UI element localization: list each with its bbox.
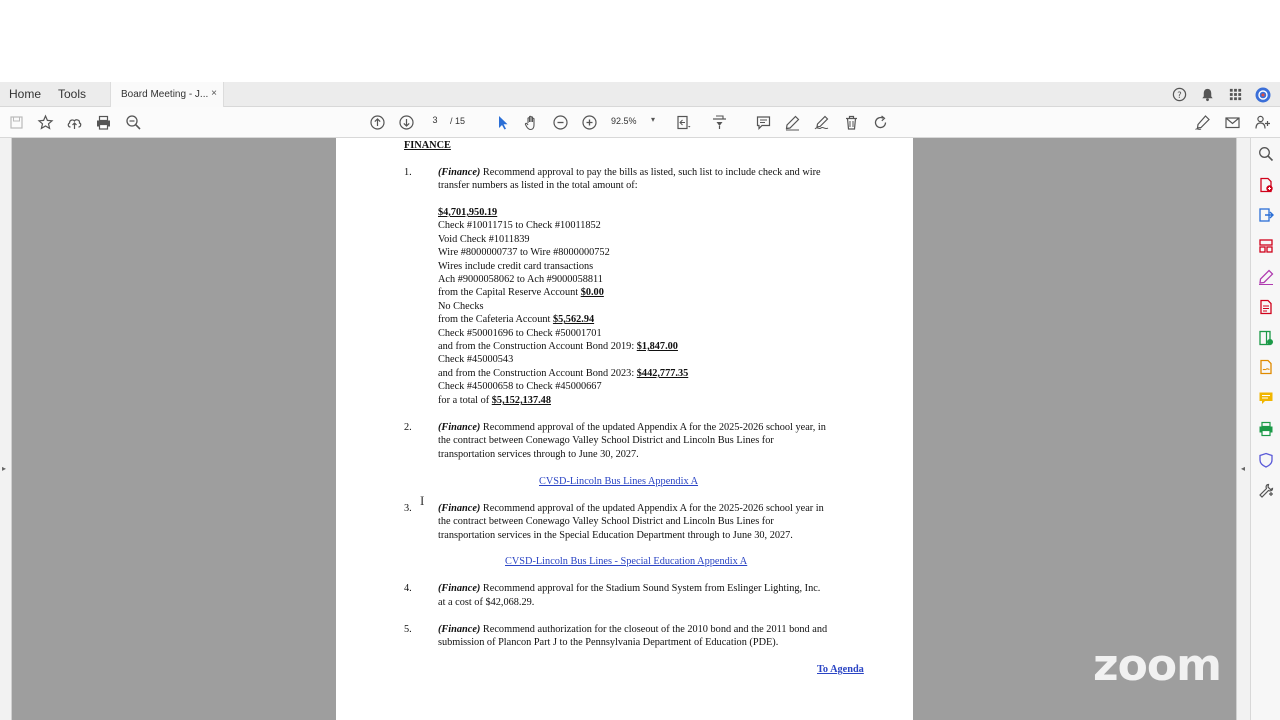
bond-2023-check-range: Check #45000658 to Check #45000667 xyxy=(438,381,602,392)
grand-total-label: for a total of xyxy=(438,395,492,406)
export-pdf-icon[interactable] xyxy=(1258,207,1274,223)
document-tab[interactable] xyxy=(110,82,224,107)
comment-tool-icon[interactable] xyxy=(1258,299,1274,315)
item-5-line-1 xyxy=(438,623,827,636)
bond-2019-amount: $1,847.00 xyxy=(636,341,678,352)
save-icon[interactable] xyxy=(8,114,25,131)
item-1-line-1 xyxy=(438,166,821,179)
void-check: Void Check #1011839 xyxy=(438,234,530,245)
right-panel-toggle[interactable] xyxy=(1236,138,1250,720)
item-text: Recommend approval of the updated Appendix A for the 2025-2026 school year, in xyxy=(480,422,826,433)
zoom-dropdown-chevron-icon[interactable]: ▾ xyxy=(651,115,656,124)
protect-shield-icon[interactable] xyxy=(1258,452,1274,468)
bookmark-star-icon[interactable] xyxy=(37,114,54,131)
scan-ocr-icon[interactable] xyxy=(1258,330,1274,346)
delete-trash-icon[interactable] xyxy=(843,114,860,131)
item-text: Recommend approval to pay the bills as listed, such list to include check and wire xyxy=(480,167,821,178)
close-tab-icon[interactable]: × xyxy=(211,88,217,99)
item-number: 4. xyxy=(404,583,412,594)
print-icon[interactable] xyxy=(95,114,112,131)
item-tag: (Finance) xyxy=(438,422,481,433)
nav-home[interactable]: Home xyxy=(9,87,42,101)
cafeteria-line xyxy=(438,313,594,326)
item-text: Recommend approval for the Stadium Sound System from Eslinger Lighting, Inc. xyxy=(480,583,821,594)
comment-bubble-icon[interactable] xyxy=(1258,390,1274,406)
cafeteria-amount: $5,562.94 xyxy=(552,314,595,325)
notifications-bell-icon[interactable] xyxy=(1200,87,1216,103)
item-tag: (Finance) xyxy=(438,583,481,594)
rotate-icon[interactable] xyxy=(872,114,889,131)
zoom-out-search-icon[interactable] xyxy=(125,114,142,131)
item-3-line-1 xyxy=(438,502,824,515)
draw-signature-icon[interactable] xyxy=(813,114,830,131)
capital-reserve-line xyxy=(438,286,604,299)
bond-2023-label: and from the Construction Account Bond 2023: xyxy=(438,368,637,379)
item-2-line-2: the contract between Conewago Valley School District and Lincoln Bus Lines for xyxy=(438,435,774,446)
main-toolbar xyxy=(0,107,1280,138)
item-3-line-2: the contract between Conewago Valley School District and Lincoln Bus Lines for xyxy=(438,516,774,527)
search-zoom-icon[interactable] xyxy=(1258,146,1274,162)
capital-reserve-amount: $0.00 xyxy=(580,287,604,298)
bond-2023-line xyxy=(438,367,688,380)
bond-2019-line xyxy=(438,340,678,353)
user-avatar-icon[interactable] xyxy=(1255,87,1271,103)
left-panel-toggle[interactable] xyxy=(0,138,12,720)
wire-range: Wire #8000000737 to Wire #8000000752 xyxy=(438,247,610,258)
right-tools-pane xyxy=(1250,138,1280,720)
pdf-page[interactable] xyxy=(336,138,913,720)
svg-text:?: ? xyxy=(1177,89,1182,100)
appendix-a-link[interactable]: CVSD-Lincoln Bus Lines Appendix A xyxy=(539,476,699,487)
fill-sign-icon[interactable] xyxy=(1194,114,1211,131)
previous-page-icon[interactable] xyxy=(369,114,386,131)
hand-tool-icon[interactable] xyxy=(523,114,540,131)
more-tools-icon[interactable] xyxy=(1258,483,1274,499)
document-tab-title: Board Meeting - J... xyxy=(121,89,209,100)
upload-cloud-icon[interactable] xyxy=(66,114,83,131)
cafeteria-label: from the Cafeteria Account xyxy=(438,314,553,325)
bond-2019-check: Check #45000543 xyxy=(438,354,514,365)
item-text: Recommend approval of the updated Appendix A for the 2025-2026 school year in xyxy=(480,503,824,514)
highlight-pen-icon[interactable] xyxy=(784,114,801,131)
collapse-right-panel-icon[interactable]: ◂ xyxy=(1241,464,1246,473)
no-checks: No Checks xyxy=(438,301,484,312)
section-heading: FINANCE xyxy=(404,140,451,151)
bond-2019-label: and from the Construction Account Bond 2019: xyxy=(438,341,637,352)
email-envelope-icon[interactable] xyxy=(1224,114,1241,131)
zoom-out-icon[interactable] xyxy=(552,114,569,131)
to-agenda-link[interactable]: To Agenda xyxy=(817,664,864,675)
bills-total-amount: $4,701,950.19 xyxy=(438,207,498,218)
item-number: 5. xyxy=(404,624,412,635)
item-4-line-1 xyxy=(438,582,820,595)
page-number-input[interactable]: 3 xyxy=(432,115,438,125)
item-number: 2. xyxy=(404,422,412,433)
share-link-icon[interactable] xyxy=(1254,114,1271,131)
zoom-watermark: zoom xyxy=(1093,640,1221,691)
tab-bar xyxy=(0,82,1280,107)
fill-sign-tool-icon[interactable] xyxy=(1258,359,1274,375)
print-production-icon[interactable] xyxy=(1258,421,1274,437)
item-tag: (Finance) xyxy=(438,624,481,635)
wire-note: Wires include credit card transactions xyxy=(438,261,594,272)
item-1-line-2: transfer numbers as listed in the total amount of: xyxy=(438,180,638,191)
grand-total-line xyxy=(438,394,551,407)
special-ed-appendix-link[interactable]: CVSD-Lincoln Bus Lines - Special Education Appendix A xyxy=(505,556,748,567)
comment-icon[interactable] xyxy=(755,114,772,131)
item-2-line-3: transportation services through to June 30, 2027. xyxy=(438,449,639,460)
expand-left-panel-icon[interactable]: ▸ xyxy=(2,464,7,473)
zoom-in-icon[interactable] xyxy=(581,114,598,131)
nav-tools[interactable]: Tools xyxy=(58,87,87,101)
grand-total-amount: $5,152,137.48 xyxy=(491,395,551,406)
capital-reserve-label: from the Capital Reserve Account xyxy=(438,287,581,298)
edit-pdf-icon[interactable] xyxy=(1258,269,1274,285)
organize-pages-icon[interactable] xyxy=(1258,238,1274,254)
item-text: Recommend authorization for the closeout of the 2010 bond and the 2011 bond and xyxy=(480,624,828,635)
item-2-line-1 xyxy=(438,421,826,434)
item-number: 3. xyxy=(404,503,412,514)
cafeteria-check-range: Check #50001696 to Check #50001701 xyxy=(438,328,602,339)
ach-range: Ach #9000058062 to Ach #9000058811 xyxy=(438,274,603,285)
next-page-icon[interactable] xyxy=(398,114,415,131)
item-5-line-2: submission of Plancon Part J to the Pennsylvania Department of Education (PDE). xyxy=(438,637,779,648)
zoom-level-select[interactable]: 92.5% xyxy=(611,116,637,126)
item-3-line-3: transportation services in the Special Education Department through to June 30, 2027. xyxy=(438,530,793,541)
text-cursor-icon: I xyxy=(420,493,425,508)
item-number: 1. xyxy=(404,167,412,178)
top-blank-area xyxy=(0,0,1280,82)
bond-2023-amount: $442,777.35 xyxy=(636,368,689,379)
select-cursor-icon[interactable] xyxy=(494,114,511,131)
item-4-line-2: at a cost of $42,068.29. xyxy=(438,597,535,608)
check-range: Check #10011715 to Check #10011852 xyxy=(438,220,601,231)
item-tag: (Finance) xyxy=(438,503,481,514)
page-total: / 15 xyxy=(450,116,466,126)
apps-grid-icon[interactable] xyxy=(1228,87,1244,103)
help-icon[interactable] xyxy=(1172,87,1188,103)
item-tag: (Finance) xyxy=(438,167,481,178)
scroll-mode-icon[interactable] xyxy=(711,114,728,131)
page-fit-icon[interactable] xyxy=(675,114,692,131)
create-pdf-icon[interactable] xyxy=(1258,177,1274,193)
